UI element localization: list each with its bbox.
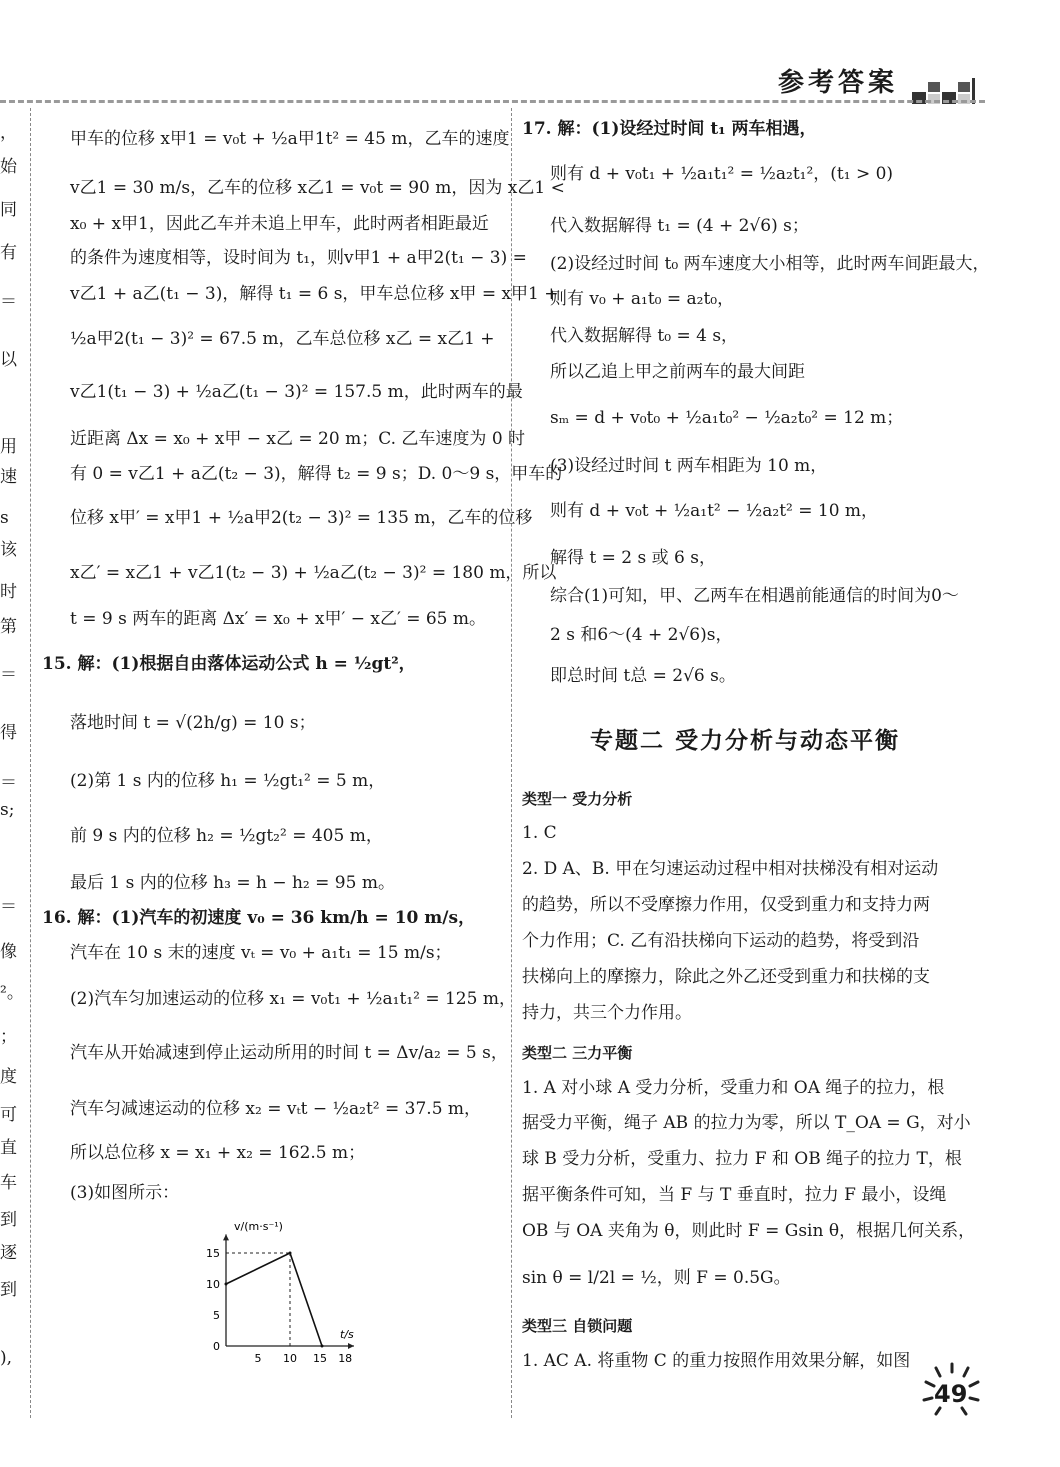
answer-line: sin θ = l/2l = ½，则 F = 0.5G。 — [522, 1268, 791, 1288]
y-axis-label: v/(m·s⁻¹) — [234, 1220, 283, 1233]
solution-line: 综合(1)可知，甲、乙两车在相遇前能通信的时间为0～ — [550, 586, 959, 606]
solution-line: 所以乙追上甲之前两车的最大间距 — [550, 362, 805, 382]
solution-line: (2)汽车匀加速运动的位移 x₁ = v₀t₁ + ½a₁t₁² = 125 m， — [70, 989, 516, 1009]
y-tick-label: 0 — [213, 1340, 220, 1353]
x-tick-label: 18 — [338, 1352, 353, 1365]
solution-line: 近距离 Δx = x₀ + x甲 − x乙 = 20 m；C. 乙车速度为 0 时 — [70, 429, 526, 449]
solution-line: 代入数据解得 t₀ = 4 s， — [550, 326, 739, 346]
margin-fragment: 到 — [0, 1280, 17, 1300]
solution-line: 则有 d + v₀t + ½a₁t² − ½a₂t² = 10 m， — [550, 501, 879, 521]
margin-fragment: 同 — [0, 200, 17, 220]
solution-line: 汽车从开始减速到停止运动所用的时间 t = Δv/a₂ = 5 s， — [70, 1043, 508, 1063]
solution-line: 最后 1 s 内的位移 h₃ = h − h₂ = 95 m。 — [70, 873, 395, 893]
y-tick-label: 15 — [206, 1247, 220, 1260]
solution-line: 2 s 和6～(4 + 2√6)s， — [550, 625, 733, 645]
solution-line: 位移 x甲′ = x甲1 + ½a甲2(t₂ − 3)² = 135 m，乙车的位移 — [70, 508, 533, 528]
answer-line: 1. C — [522, 823, 557, 843]
margin-fragment: 用 — [0, 437, 17, 457]
solution-line: (3)设经过时间 t 两车相距为 10 m， — [550, 456, 828, 476]
y-tick-label: 5 — [213, 1309, 220, 1322]
margin-fragment: 始 — [0, 157, 17, 177]
solution-line: sₘ = d + v₀t₀ + ½a₁t₀² − ½a₂t₀² = 12 m； — [550, 408, 904, 428]
x-axis-label: t/s — [340, 1328, 354, 1341]
margin-fragment: 得 — [0, 723, 17, 743]
solution-line: 16. 解：(1)汽车的初速度 v₀ = 36 km/h = 10 m/s， — [42, 908, 476, 928]
solution-line: v乙1 + a乙(t₁ − 3)，解得 t₁ = 6 s，甲车总位移 x甲 = x甲1 + — [70, 284, 559, 304]
margin-fragment: 逐 — [0, 1243, 17, 1263]
solution-line: 即总时间 t总 = 2√6 s。 — [550, 666, 736, 686]
margin-fragment: 第 — [0, 617, 17, 637]
solution-line: 有 0 = v乙1 + a乙(t₂ − 3)，解得 t₂ = 9 s；D. 0～9 s，甲车的 — [70, 464, 563, 484]
solution-line: 15. 解：(1)根据自由落体运动公式 h = ½gt²， — [42, 654, 416, 674]
solution-line: 17. 解：(1)设经过时间 t₁ 两车相遇， — [522, 119, 817, 139]
data-point — [289, 1252, 292, 1255]
x-tick-label: 15 — [313, 1352, 327, 1365]
answer-line: 个力作用；C. 乙有沿扶梯向下运动的趋势，将受到沿 — [522, 931, 920, 951]
x-axis-arrow — [348, 1343, 354, 1349]
margin-fragment: s; — [0, 800, 15, 820]
type-heading: 类型一 受力分析 — [522, 790, 633, 808]
margin-fragment: ＝ — [0, 773, 17, 793]
answer-line: 的趋势，所以不受摩擦力作用，仅受到重力和支持力两 — [522, 895, 930, 915]
solution-line: (2)设经过时间 t₀ 两车速度大小相等，此时两车间距最大， — [550, 254, 990, 274]
header-divider — [0, 100, 985, 103]
answer-line: 扶梯向上的摩擦力，除此之外乙还受到重力和扶梯的支 — [522, 967, 930, 987]
answer-line: 据平衡条件可知，当 F 与 T 垂直时，拉力 F 最小，设绳 — [522, 1185, 947, 1205]
solution-line: x₀ + x甲1，因此乙车并未追上甲车，此时两者相距最近 — [70, 214, 489, 234]
answer-line: OB 与 OA 夹角为 θ，则此时 F = Gsin θ，根据几何关系， — [522, 1221, 976, 1241]
y-tick-label: 10 — [206, 1278, 220, 1291]
velocity-time-chart — [200, 1218, 380, 1368]
solution-line: 前 9 s 内的位移 h₂ = ½gt₂² = 405 m， — [70, 826, 383, 846]
solution-line: 则有 d + v₀t₁ + ½a₁t₁² = ½a₂t₁²，(t₁ > 0) — [550, 164, 894, 184]
header-title: 参考答案 — [778, 68, 899, 98]
series-line — [226, 1253, 322, 1346]
solution-line: t = 9 s 两车的距离 Δx′ = x₀ + x甲′ − x乙′ = 65 m。 — [70, 609, 487, 629]
margin-fragment: 有 — [0, 243, 17, 263]
margin-fragment: 该 — [0, 540, 17, 560]
answer-line: 2. D A、B. 甲在匀速运动过程中相对扶梯没有相对运动 — [522, 859, 939, 879]
solution-line: (2)第 1 s 内的位移 h₁ = ½gt₁² = 5 m， — [70, 771, 386, 791]
type-heading: 类型三 自锁问题 — [522, 1317, 633, 1335]
margin-fragment: 车 — [0, 1173, 17, 1193]
type-heading: 类型二 三力平衡 — [522, 1044, 633, 1062]
margin-fragment: ＝ — [0, 897, 17, 917]
margin-fragment: 度 — [0, 1067, 17, 1087]
x-tick-label: 5 — [254, 1352, 262, 1365]
margin-fragment: ), — [0, 1348, 13, 1368]
margin-fragment: 到 — [0, 1210, 17, 1230]
solution-line: 甲车的位移 x甲1 = v₀t + ½a甲1t² = 45 m，乙车的速度 — [70, 129, 510, 149]
margin-fragment: ²。 — [0, 983, 24, 1003]
answer-line: 1. AC A. 将重物 C 的重力按照作用效果分解，如图 — [522, 1351, 911, 1371]
x-tick-label: 10 — [283, 1352, 297, 1365]
margin-fragment: ＝ — [0, 665, 17, 685]
solution-line: 汽车匀减速运动的位移 x₂ = vₜt − ½a₂t² = 37.5 m， — [70, 1099, 482, 1119]
section-title: 专题二 受力分析与动态平衡 — [590, 727, 901, 754]
answer-line: 据受力平衡，绳子 AB 的拉力为零，所以 T_OA = G，对小 — [522, 1113, 971, 1133]
margin-fragment: ＝ — [0, 292, 17, 312]
answer-line: 1. A 对小球 A 受力分析，受重力和 OA 绳子的拉力，根 — [522, 1078, 945, 1098]
solution-line: 汽车在 10 s 末的速度 vₜ = v₀ + a₁t₁ = 15 m/s； — [70, 943, 452, 963]
solution-line: 则有 v₀ + a₁t₀ = a₂t₀， — [550, 289, 735, 309]
solution-line: 落地时间 t = √(2h/g) = 10 s； — [70, 713, 316, 733]
margin-fragment: ， — [0, 123, 17, 143]
margin-fragment: ； — [0, 1027, 17, 1047]
margin-fragment: 时 — [0, 582, 17, 602]
data-point — [321, 1345, 324, 1348]
y-axis-arrow — [223, 1234, 229, 1240]
solution-line: (3)如图所示： — [70, 1183, 180, 1203]
data-point — [225, 1283, 228, 1286]
answer-line: 持力，共三个力作用。 — [522, 1003, 692, 1023]
margin-fragment: 以 — [0, 350, 17, 370]
solution-line: 代入数据解得 t₁ = (4 + 2√6) s； — [550, 216, 809, 236]
solution-line: v乙1 = 30 m/s，乙车的位移 x乙1 = v₀t = 90 m，因为 x乙1 < — [70, 178, 565, 198]
solution-line: 解得 t = 2 s 或 6 s， — [550, 548, 716, 568]
solution-line: ½a甲2(t₁ − 3)² = 67.5 m，乙车总位移 x乙 = x乙1 + — [70, 329, 495, 349]
solution-line: v乙1(t₁ − 3) + ½a乙(t₁ − 3)² = 157.5 m，此时两车的最 — [70, 382, 523, 402]
solution-line: x乙′ = x乙1 + v乙1(t₂ − 3) + ½a乙(t₂ − 3)² = 180 m，所以 — [70, 563, 557, 583]
answer-line: 球 B 受力分析，受重力、拉力 F 和 OB 绳子的拉力 T，根 — [522, 1149, 962, 1169]
page-number: 49 — [934, 1380, 968, 1408]
margin-fragment: 可 — [0, 1105, 17, 1125]
margin-fragment: 像 — [0, 942, 17, 962]
left-column-divider — [30, 108, 31, 1418]
solution-line: 的条件为速度相等，设时间为 t₁，则v甲1 + a甲2(t₁ − 3) = — [70, 248, 527, 268]
margin-fragment: 直 — [0, 1138, 17, 1158]
margin-fragment: 速 — [0, 467, 17, 487]
margin-fragment: s — [0, 508, 9, 528]
solution-line: 所以总位移 x = x₁ + x₂ = 162.5 m； — [70, 1143, 366, 1163]
